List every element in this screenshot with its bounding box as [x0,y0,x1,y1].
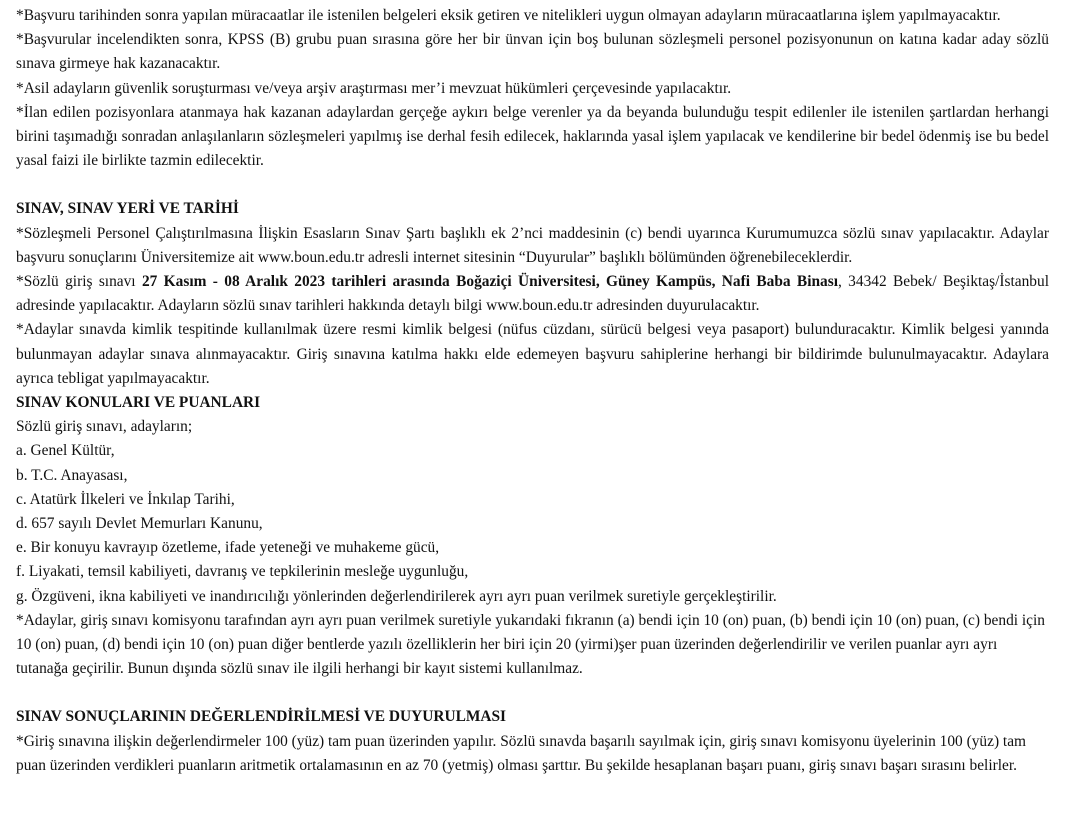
apply-paragraph-4: *İlan edilen pozisyonlara atanmaya hak kazanan adaylardan gerçeğe aykırı belge verenler ya da beyanda bulunduğu tespit edilenler ile istenilen şartlardan herhangi birini taşımadığı sonradan anlaşılanların sözleşmeleri yapılmış ise derhal fesih edilecek, haklarında yasal işlem yapılacak ve kendilerine bir bedel ödenmiş ise bu bedel yasal faizi ile birlikte tazmin edilecektir. [16,103,1049,170]
exam-paragraph-2-post: , 34342 Bebek/ Beşiktaş/İstanbul adresinde yapılacaktır. Adayların sözlü sınav tarihleri hakkında detaylı bilgi www.boun.edu.tr adresinden duyurulacaktır. [16,273,1049,315]
section-gap [16,681,1049,705]
topic-item-c: c. Atatürk İlkeleri ve İnkılap Tarihi, [16,490,235,508]
topic-item-a: a. Genel Kültür, [16,442,115,460]
apply-paragraph-2: *Başvurular incelendikten sonra, KPSS (B) grubu puan sırasına göre her bir ünvan için boş bulunan sözleşmeli personel pozisyonunun on katına kadar aday sözlü sınava girmeye hak kazanacaktır. [16,31,1049,73]
apply-paragraph-3: *Asil adayların güvenlik soruşturması ve/veya arşiv araştırması mer’i mevzuat hükümleri çerçevesinde yapılacaktır. [16,79,732,97]
topic-item-b: b. T.C. Anayasası, [16,466,128,484]
results-heading: SINAV SONUÇLARININ DEĞERLENDİRİLMESİ VE DUYURULMASI [16,708,507,726]
apply-paragraph-1: *Başvuru tarihinden sonra yapılan müracaatlar ile istenilen belgeleri eksik getiren ve nitelikleri uygun olmayan adayların müracaatlarına işlem yapılmayacaktır. [16,7,1001,24]
section-gap [16,173,1049,197]
exam-paragraph-2-pre: *Sözlü giriş sınavı [16,273,142,291]
topic-item-d: d. 657 sayılı Devlet Memurları Kanunu, [16,515,263,533]
exam-paragraph-1: *Sözleşmeli Personel Çalıştırılmasına İlişkin Esasların Sınav Şartı başlıklı ek 2’nci maddesinin (c) bendi uyarınca Kurumumuzca sözlü sınav yapılacaktır. Adaylar başvuru sonuçlarını Üniversitemize ait www.boun.edu.tr adresli internet sitesinin “Duyurular” başlıklı bölümünden öğrenebileceklerdir. [16,224,1049,266]
topic-item-e: e. Bir konuyu kavrayıp özetleme, ifade yeteneği ve muhakeme gücü, [16,539,440,557]
exam-date-location: 27 Kasım - 08 Aralık 2023 tarihleri arasında Boğaziçi Üniversitesi, Güney Kampüs, Nafi Baba Binası [141,273,838,291]
topic-item-f: f. Liyakati, temsil kabiliyeti, davranış ve tepkilerinin mesleğe uygunluğu, [16,563,469,581]
exam-heading: SINAV, SINAV YERİ VE TARİHİ [16,200,239,218]
topic-item-g: g. Özgüveni, ikna kabiliyeti ve inandırıcılığı yönlerinden değerlendirilerek ayrı ayrı puan verilmek suretiyle gerçekleştirilir. [16,587,777,605]
topics-intro: Sözlü giriş sınavı, adayların; [16,418,193,436]
topics-heading: SINAV KONULARI VE PUANLARI [16,394,261,412]
topics-score-paragraph: *Adaylar, giriş sınavı komisyonu tarafından ayrı ayrı puan verilmek suretiyle yukarıdaki fıkranın (a) bendi için 10 (on) puan, (b) bendi için 10 (on) puan, (c) bendi için 10 (on) puan, (d) bendi için 10 (on) puan diğer bentlerde yazılı özelliklerin her biri için 20 (yirmi)şer puan üzerinden değerlendirilir ve verilen puanlar ayrı ayrı tutanağa geçirilir. Bunun dışında sözlü sınav ile ilgili herhangi bir kayıt sistemi kullanılmaz. [16,611,1045,678]
results-paragraph-1: *Giriş sınavına ilişkin değerlendirmeler 100 (yüz) tam puan üzerinden yapılır. Sözlü sınavda başarılı sayılmak için, giriş sınavı komisyonu üyelerinin 100 (yüz) tam puan üzerinden verdikleri puanların aritmetik ortalamasının en az 70 (yetmiş) olması şarttır. Bu şekilde hesaplanan başarı puanı, giriş sınavı başarı sırasını belirler. [16,732,1026,774]
exam-paragraph-3: *Adaylar sınavda kimlik tespitinde kullanılmak üzere resmi kimlik belgesi (nüfus cüzdanı, sürücü belgesi veya pasaport) bulunduracaktır. Kimlik belgesi yanında bulunmayan adaylar sınava alınmayacaktır. Giriş sınavına katılma hakkı elde edemeyen başvuru sahiplerine herhangi bir bildirimde bulunulmayacaktır. Adaylara ayrıca tebligat yapılmayacaktır. [16,321,1049,387]
exam-paragraph-2 [16,270,1049,318]
